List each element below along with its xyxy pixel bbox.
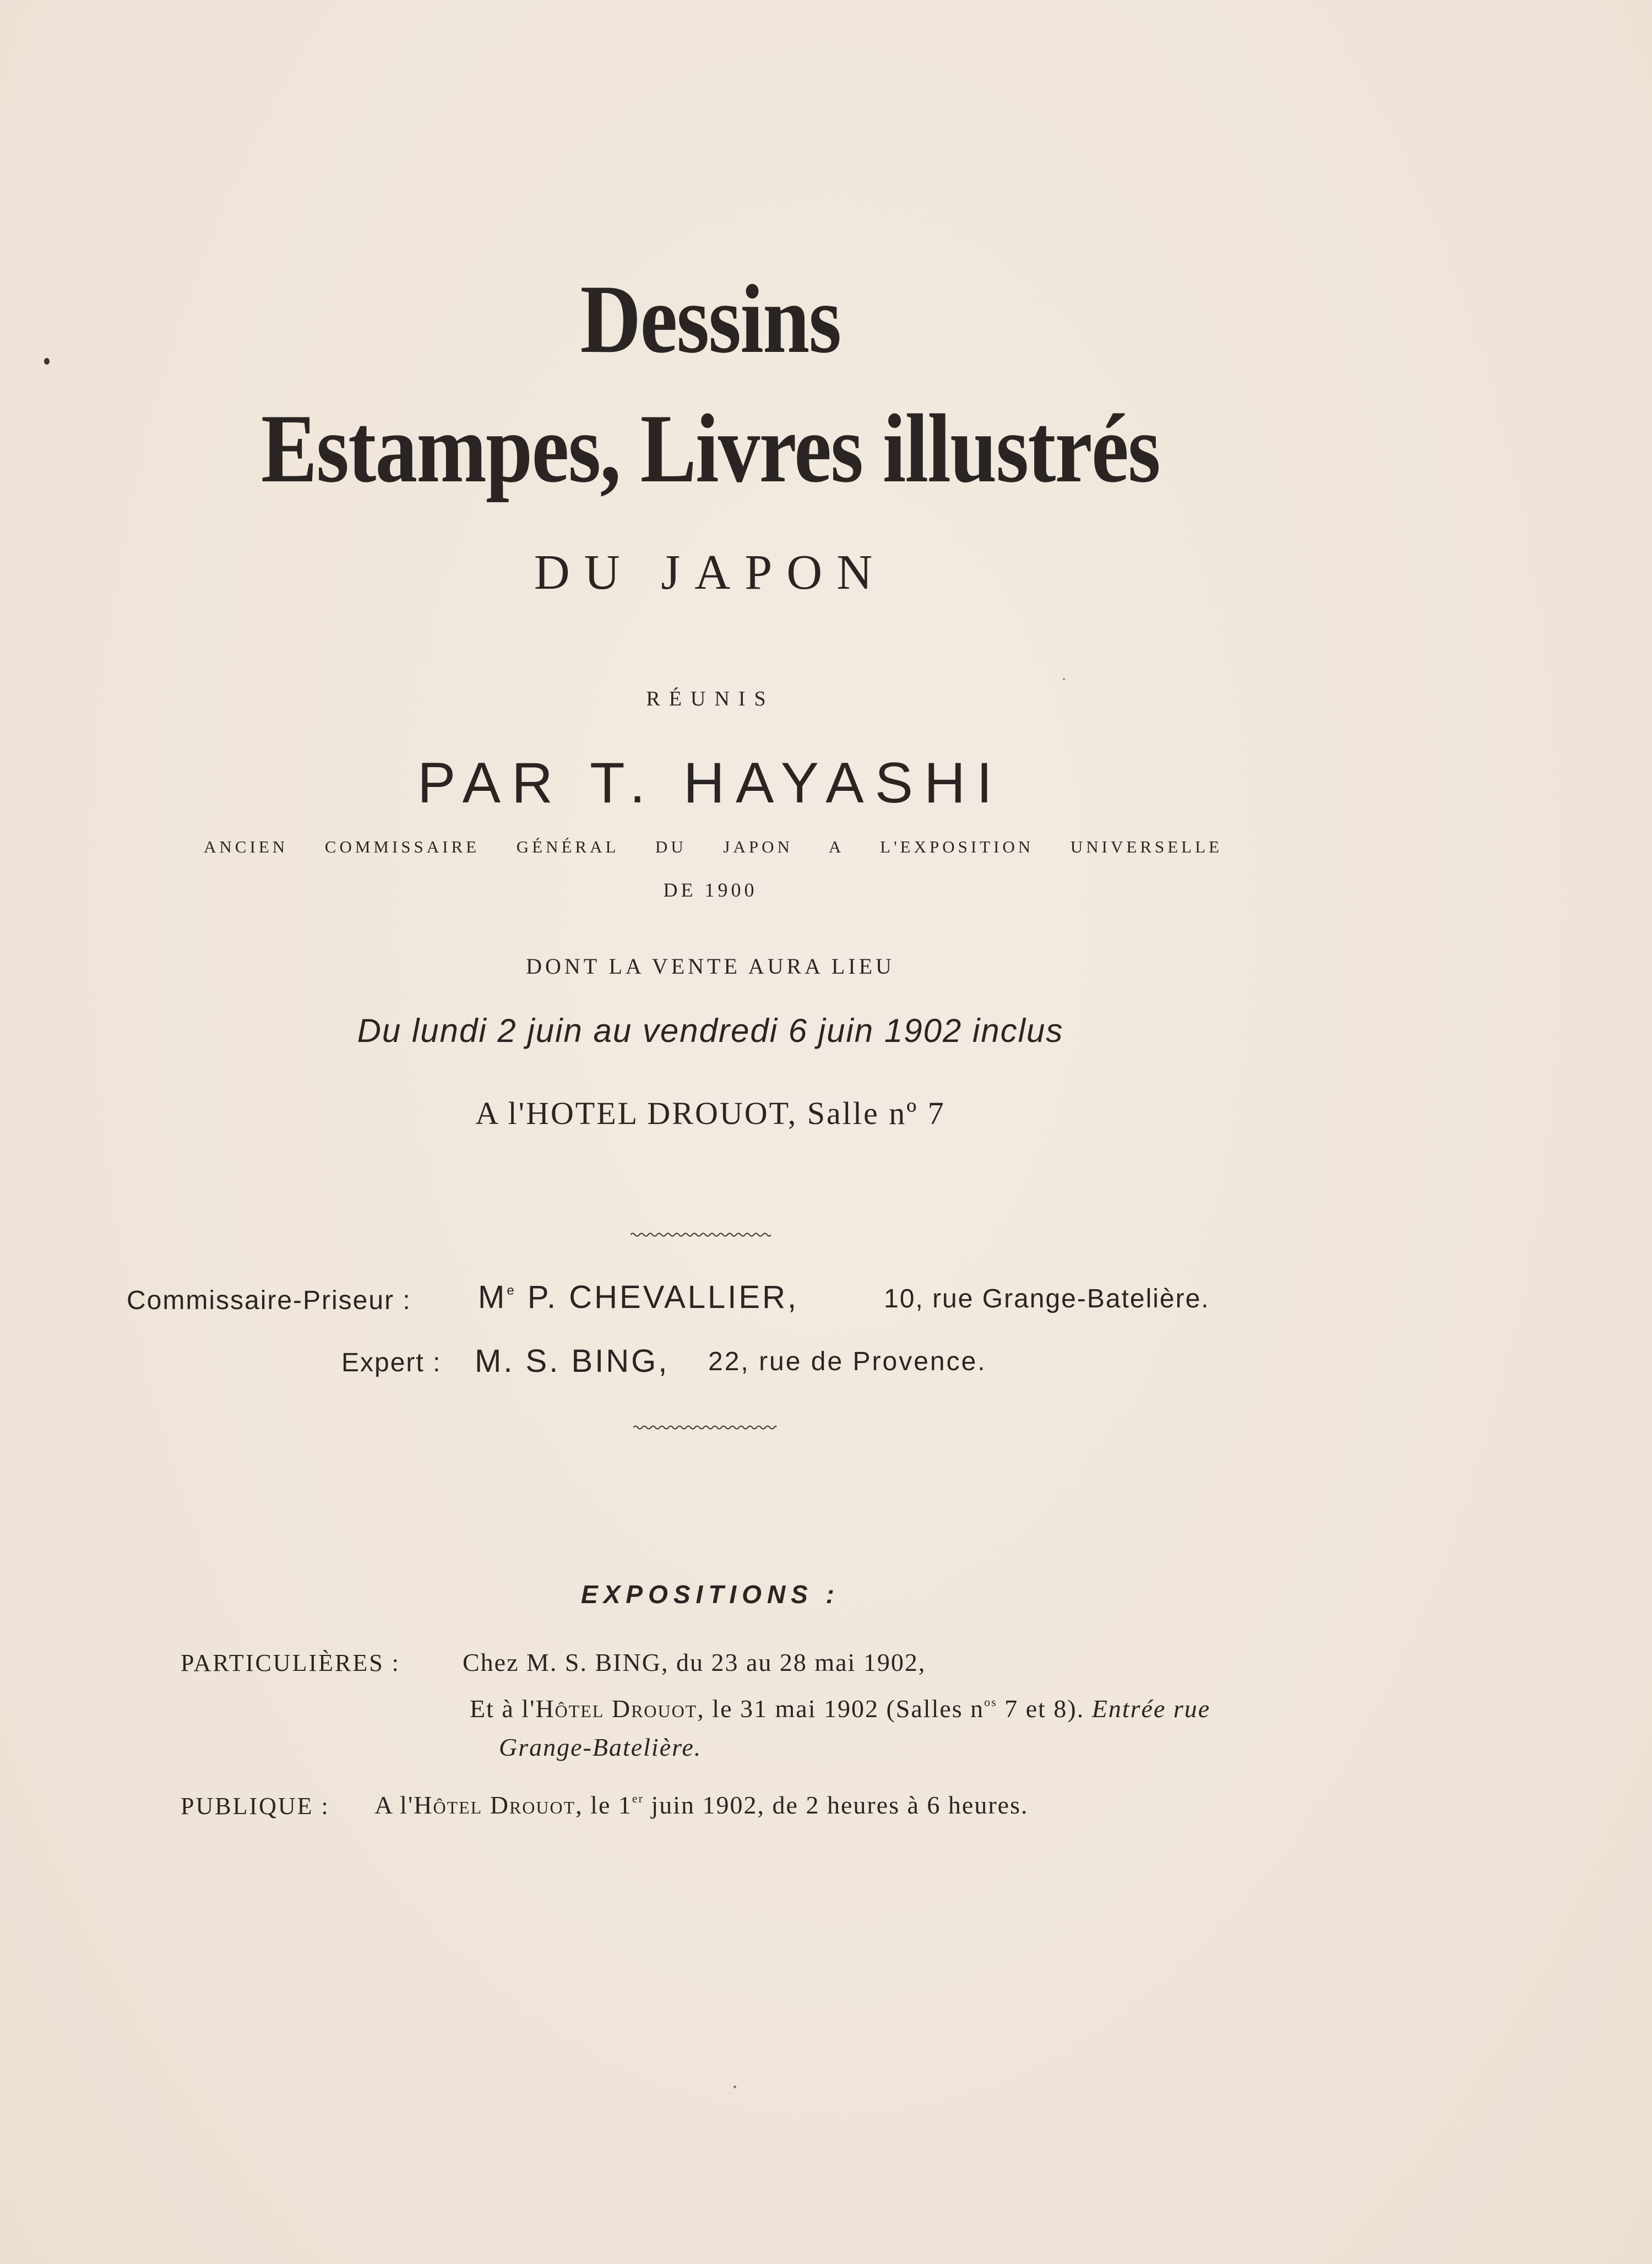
- ornamental-divider: [633, 1424, 776, 1431]
- particulieres-line-3: Grange-Batelière.: [499, 1733, 702, 1761]
- sale-dates: Du lundi 2 juin au vendredi 6 juin 1902 inclus: [357, 1012, 1064, 1049]
- sale-place: A l'HOTEL DROUOT, Salle nº 7: [475, 1095, 945, 1131]
- commissaire-name-text: P. CHEVALLIER,: [527, 1279, 799, 1315]
- particulieres-line-2-sup: os: [984, 1695, 997, 1709]
- sale-intro: DONT LA VENTE AURA LIEU: [526, 954, 895, 979]
- publique-prefix: A l': [374, 1791, 414, 1819]
- collector-name: PAR T. HAYASHI: [417, 751, 1004, 815]
- collector-title: ANCIEN COMMISSAIRE GÉNÉRAL DU JAPON A L'EXPOSITION UNIVERSELLE: [204, 837, 1222, 856]
- publique-place: Hôtel Drouot: [414, 1791, 576, 1819]
- particulieres-line-2-middle: , le 31 mai 1902 (Salles n: [697, 1695, 985, 1723]
- title-line-1: Dessins: [580, 264, 841, 373]
- commissaire-title-sup: e: [507, 1283, 517, 1298]
- publique-sup: er: [632, 1791, 644, 1805]
- particulieres-line-2-italic: Entrée rue: [1091, 1695, 1211, 1723]
- reunis-label: RÉUNIS: [646, 687, 775, 710]
- particulieres-line-2-place: Hôtel Drouot: [535, 1695, 698, 1723]
- commissaire-address: 10, rue Grange-Batelière.: [884, 1284, 1210, 1313]
- expert-name: M. S. BING,: [475, 1343, 670, 1379]
- expositions-heading: EXPOSITIONS :: [581, 1580, 840, 1609]
- publique-line: [374, 1793, 1028, 1818]
- collector-title-year: DE 1900: [663, 879, 758, 901]
- title-line-2: Estampes, Livres illustrés: [260, 394, 1160, 503]
- commissaire-title-prefix: M: [478, 1279, 507, 1315]
- particulieres-line-2-prefix: Et à l': [470, 1695, 536, 1723]
- publique-label: PUBLIQUE :: [181, 1793, 330, 1820]
- publique-rest: juin 1902, de 2 heures à 6 heures.: [643, 1791, 1029, 1819]
- expert-address: 22, rue de Provence.: [708, 1347, 987, 1376]
- commissaire-name: [478, 1279, 799, 1315]
- particulieres-line-2: [470, 1696, 1210, 1722]
- paper-speck: [733, 2086, 736, 2088]
- title-line-3: DU JAPON: [534, 545, 887, 600]
- commissaire-label: Commissaire-Priseur :: [127, 1286, 411, 1315]
- paper-speck: [44, 358, 50, 365]
- expert-label: Expert :: [341, 1348, 442, 1377]
- particulieres-line-1: Chez M. S. BING, du 23 au 28 mai 1902,: [463, 1648, 926, 1676]
- particulieres-line-2-after: 7 et 8).: [997, 1695, 1092, 1723]
- paper-speck: [1063, 678, 1065, 680]
- ornamental-divider: [631, 1231, 771, 1239]
- particulieres-label: PARTICULIÈRES :: [181, 1649, 400, 1676]
- publique-middle: , le 1: [575, 1791, 632, 1819]
